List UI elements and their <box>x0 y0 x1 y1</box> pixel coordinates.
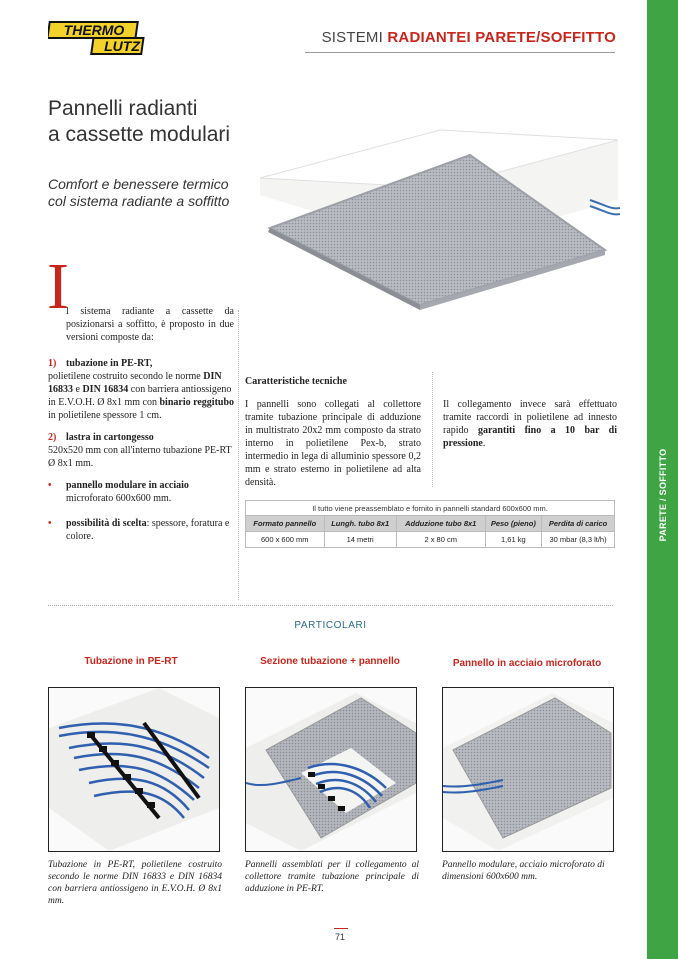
column-divider <box>238 310 239 600</box>
table-caption: Il tutto viene preassemblato e fornito in pannelli standard 600x600 mm. <box>246 501 615 516</box>
detail-image-piping <box>48 687 220 852</box>
detail-caption: Pannelli assemblati per il collegamento al collettore tramite tubazione principale di adduzione in PE-RT. <box>245 860 419 894</box>
table-row <box>246 532 615 548</box>
svg-text:THERMO: THERMO <box>63 22 125 38</box>
spec-table <box>245 500 615 548</box>
page-subtitle: Comfort e benessere termico col sistema radiante a soffitto <box>48 176 230 209</box>
list-item: 2) lastra in cartongesso 520x520 mm con all'interno tubazione PE-RT Ø 8x1 mm. <box>48 432 232 469</box>
table-header: Lungh. tubo 8x1 <box>324 516 396 532</box>
column-divider <box>432 372 433 487</box>
intro-paragraph: l sistema radiante a cassette da posizionarsi a soffitto, è proposto in due versioni composte da: <box>66 306 234 343</box>
list-item: • pannello modulare in acciaio microforato 600x600 mm. <box>48 480 189 504</box>
drop-cap: I <box>47 250 69 323</box>
detail-image-section <box>245 687 417 852</box>
header-rule <box>305 52 615 53</box>
table-cell: 2 x 80 cm <box>396 532 485 548</box>
page-number-rule <box>334 928 348 929</box>
page-title: Pannelli radianti a cassette modulari <box>48 97 231 146</box>
table-header: Perdita di carico <box>542 516 615 532</box>
detail-title: Sezione tubazione + pannello <box>260 656 400 667</box>
list-item: 1) tubazione in PE-RT, polietilene costruito secondo le norme DIN 16833 e DIN 16834 con barriera antiossigeno in E.V.O.H. Ø 8x1 mm con binario reggitubo in polietilene spessore 1 cm. <box>48 358 235 421</box>
table-header: Peso (pieno) <box>485 516 542 532</box>
table-header: Formato pannello <box>246 516 325 532</box>
detail-image-panel <box>442 687 614 852</box>
detail-title: Tubazione in PE-RT <box>84 656 178 667</box>
table-header: Adduzione tubo 8x1 <box>396 516 485 532</box>
table-cell: 600 x 600 mm <box>246 532 325 548</box>
side-section-label: PARETE / SOFFITTO <box>657 448 668 542</box>
connection-paragraph: Il collegamento invece sarà effettuato tramite raccordi in polietilene ad innesto rapido garantiti fino a 10 bar di pressione. <box>443 399 618 449</box>
detail-title: Pannello in acciaio microforato <box>452 658 602 669</box>
table-cell: 14 metri <box>324 532 396 548</box>
section-header: SISTEMI RADIANTEI PARETE/SOFFITTO <box>321 29 616 46</box>
list-item: • possibilità di scelta: spessore, foratura e colore. <box>48 518 230 542</box>
particolari-title: PARTICOLARI <box>294 620 367 631</box>
tech-paragraph: I pannelli sono collegati al collettore tramite tubazione principale di adduzione in multistrato 20x2 mm composto da strato interno in polietilene Pex-b, strato intermedio in lega di alluminio spessore 0,2 mm e strato esterno in polietilene ad alta densità. <box>245 399 421 488</box>
page-number: 71 <box>334 932 345 942</box>
section-divider <box>48 605 613 606</box>
table-cell: 30 mbar (8,3 lt/h) <box>542 532 615 548</box>
hero-panel-illustration <box>240 60 620 310</box>
detail-caption: Tubazione in PE-RT, polietilene costruito secondo le norme DIN 16833 e DIN 16834 con barriera antiossigeno in E.V.O.H. Ø 8x1 mm. <box>48 860 222 906</box>
svg-text:LUTZ: LUTZ <box>104 38 140 54</box>
table-cell: 1,61 kg <box>485 532 542 548</box>
detail-caption: Pannello modulare, acciaio microforato di dimensioni 600x600 mm. <box>442 860 605 882</box>
thermolutz-logo <box>48 20 160 58</box>
tech-heading: Caratteristiche tecniche <box>245 376 347 387</box>
